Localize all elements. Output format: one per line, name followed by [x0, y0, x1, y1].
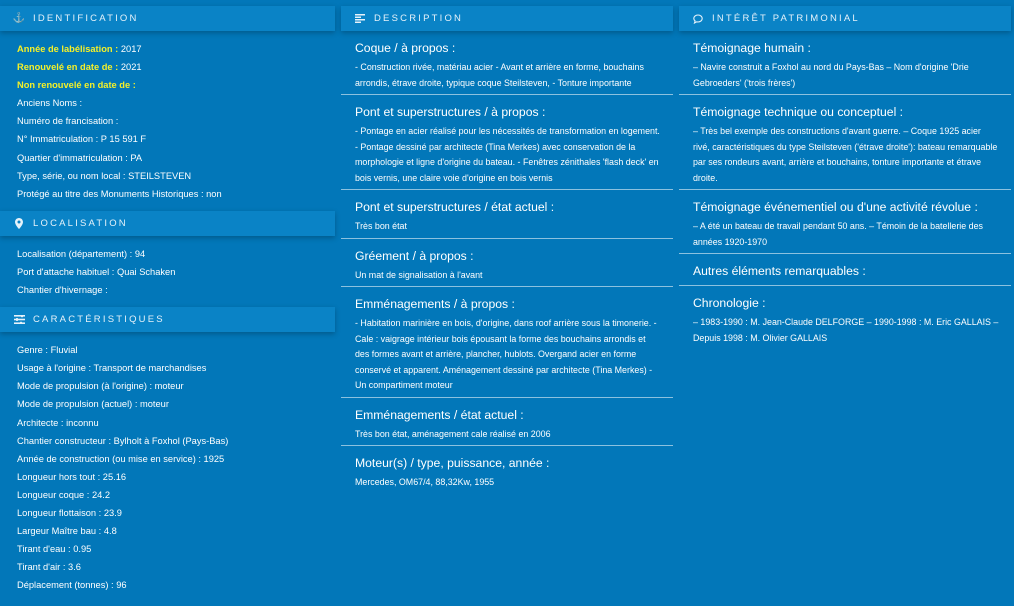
chantier-hivernage: Chantier d'hivernage : [17, 285, 108, 296]
caracteristiques-fields [0, 332, 335, 594]
description-entry [341, 287, 673, 398]
left-column [0, 0, 335, 594]
description-entry [341, 239, 673, 288]
annee-construction: Année de construction (ou mise en service) : 1925 [17, 453, 225, 464]
description-header [341, 6, 673, 31]
entry-title: Moteur(s) / type, puissance, année : [355, 456, 550, 470]
caracteristiques-header [0, 307, 335, 332]
localisation-header [0, 211, 335, 236]
caracteristiques-header-label: CARACTÉRISTIQUES [33, 314, 165, 326]
numero-francisation: Numéro de francisation : [17, 116, 119, 127]
usage-origine: Usage à l'origine : Transport de marchandises [17, 363, 207, 374]
entry-title: Emménagements / à propos : [355, 297, 515, 311]
map-pin-icon [13, 218, 25, 229]
description-header-label: DESCRIPTION [374, 13, 464, 24]
renouvele-date: Renouvelé en date de : 2021 [17, 62, 142, 73]
interet-entry [679, 31, 1011, 95]
entry-body: Très bon état [355, 221, 407, 231]
description-entry [341, 31, 673, 95]
anchor-icon: ⚓ [12, 13, 26, 24]
identification-header [0, 6, 335, 31]
propulsion-actuel: Mode de propulsion (actuel) : moteur [17, 399, 169, 410]
localisation-header-label: LOCALISATION [33, 217, 128, 229]
align-left-icon [354, 14, 366, 23]
architecte: Architecte : inconnu [17, 417, 99, 428]
immatriculation: N° Immatriculation : P 15 591 F [17, 134, 147, 145]
anciens-noms: Anciens Noms : [17, 98, 83, 109]
description-entry [341, 446, 673, 494]
entry-title: Pont et superstructures / état actuel : [355, 200, 555, 214]
description-entry [341, 190, 673, 239]
chantier-constructeur: Chantier constructeur : Bylholt à Foxhol (Pays-Bas) [17, 435, 229, 446]
localisation-departement: Localisation (département) : 94 [17, 248, 146, 259]
port-attache: Port d'attache habituel : Quai Schaken [17, 266, 176, 277]
entry-title: Gréement / à propos : [355, 248, 474, 263]
tirant-air: Tirant d'air : 3.6 [17, 562, 81, 573]
largeur-maitre-bau: Largeur Maître bau : 4.8 [17, 526, 117, 537]
longueur-flottaison: Longueur flottaison : 23.9 [17, 507, 122, 518]
entry-body: - Construction rivée, matériau acier - Avant et arrière en forme, bouchains arrondis, étrave droite, typique coque Steilsteven, - Tonture importante [355, 62, 644, 88]
right-column [679, 0, 1011, 349]
comment-icon [692, 14, 704, 24]
entry-title: Emménagements / état actuel : [355, 407, 524, 422]
longueur-hors-tout: Longueur hors tout : 25.16 [17, 471, 127, 482]
genre: Genre : Fluvial [17, 345, 78, 356]
annee-labelisation: Année de labélisation : 2017 [17, 44, 142, 54]
longueur-coque: Longueur coque : 24.2 [17, 489, 111, 500]
interet-entry [679, 286, 1011, 349]
entry-title: Pont et superstructures / à propos : [355, 105, 546, 119]
middle-column [341, 0, 673, 494]
entry-title: Témoignage humain : [693, 41, 811, 55]
entry-body: – Très bel exemple des constructions d'avant guerre. – Coque 1925 acier rivé, caractéristiques du type Steilsteven ('étrave droite'): bateau remarquable par ses rondeurs avant, arrière et bouchains, tonture importante et étrave droite. [693, 126, 998, 183]
entry-title: Témoignage événementiel ou d'une activité révolue : [693, 200, 978, 214]
interet-header-label: INTÉRÊT PATRIMONIAL [712, 13, 860, 24]
entry-body: – A été un bateau de travail pendant 50 ans. – Témoin de la batellerie des années 1920-1970 [693, 221, 983, 247]
entry-body: Un mat de signalisation à l'avant [355, 269, 483, 280]
interet-entry [679, 254, 1011, 286]
identification-header-label: IDENTIFICATION [33, 13, 139, 24]
entry-body: - Pontage en acier réalisé pour les nécessités de transformation en logement. - Pontage dessiné par architecte (Tina Merkes) avec conservation de la morphologie et ligne d'origine du bateau. - Fenêtres zénithales 'flash deck' en bois vernis, une claire voie d'origine en bois vernis [355, 126, 660, 183]
monuments-historiques: Protégé au titre des Monuments Historiques : non [17, 188, 222, 199]
propulsion-origine: Mode de propulsion (à l'origine) : moteur [17, 381, 184, 392]
deplacement: Déplacement (tonnes) : 96 [17, 580, 127, 591]
interet-entry [679, 190, 1011, 254]
interet-entry [679, 95, 1011, 190]
localisation-fields [0, 236, 335, 303]
tirant-eau: Tirant d'eau : 0.95 [17, 544, 92, 555]
entry-body: - Habitation marinière en bois, d'origine, dans roof arrière sous la timonerie. - Cale : vaigrage intérieur bois épousant la forme des bouchains arrondis et des formes avant et arrière, plancher, hublots. Overgand acier en forme conservé et apparent. Aménagement dessiné par architecte (Tina Merkes) - Un compartiment moteur [355, 318, 657, 390]
sliders-icon [13, 315, 25, 324]
entry-title: Autres éléments remarquables : [693, 264, 866, 278]
entry-body: – 1983-1990 : M. Jean-Claude DELFORGE – 1990-1998 : M. Eric GALLAIS – Depuis 1998 : M. Olivier GALLAIS [693, 317, 999, 343]
quartier-immatriculation: Quartier d'immatriculation : PA [17, 152, 143, 163]
entry-title: Coque / à propos : [355, 41, 456, 55]
description-entry [341, 398, 673, 447]
description-entry [341, 95, 673, 190]
entry-title: Témoignage technique ou conceptuel : [693, 105, 904, 119]
interet-header [679, 6, 1011, 31]
identification-fields [0, 31, 335, 207]
type-serie: Type, série, ou nom local : STEILSTEVEN [17, 170, 192, 181]
entry-body: – Navire construit a Foxhol au nord du Pays-Bas – Nom d'origine 'Drie Gebroeders' ('trois frères') [693, 62, 969, 88]
entry-title: Chronologie : [693, 296, 766, 310]
entry-body: Mercedes, OM67/4, 88,32Kw, 1955 [355, 477, 495, 487]
non-renouvele-date: Non renouvelé en date de : [17, 80, 136, 91]
entry-body: Très bon état, aménagement cale réalisé en 2006 [355, 428, 551, 439]
